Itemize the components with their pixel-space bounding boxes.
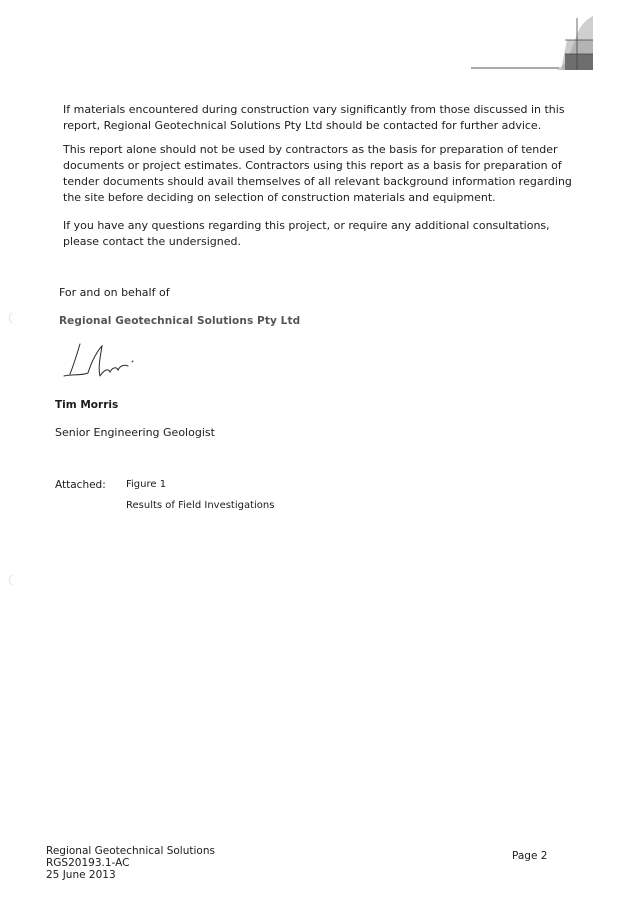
attachment-item: Figure 1 bbox=[126, 479, 167, 490]
company-name: Regional Geotechnical Solutions Pty Ltd bbox=[59, 315, 301, 327]
binding-mark-icon bbox=[0, 310, 16, 326]
on-behalf-text: For and on behalf of bbox=[59, 286, 170, 299]
footer-company: Regional Geotechnical Solutions bbox=[46, 845, 215, 857]
attached-label: Attached: bbox=[55, 479, 106, 491]
signer-name: Tim Morris bbox=[55, 399, 119, 411]
footer-date: 25 June 2013 bbox=[46, 869, 116, 881]
page-number: Page 2 bbox=[512, 850, 548, 862]
attachment-item: Results of Field Investigations bbox=[126, 500, 275, 511]
body-paragraph: If you have any questions regarding this project, or require any additional consultations, please contact the undersigned. bbox=[63, 219, 550, 248]
company-logo-icon bbox=[465, 12, 595, 74]
body-paragraph: This report alone should not be used by contractors as the basis for preparation of tender documents or project estimates. Contractors using this report as a basis for preparation of tender documents should avail themselves of all relevant background information regarding the site before deciding on selection of construction materials and equipment. bbox=[63, 143, 572, 204]
signature-image bbox=[62, 340, 142, 386]
signer-title: Senior Engineering Geologist bbox=[55, 426, 215, 439]
footer-reference: RGS20193.1-AC bbox=[46, 857, 130, 869]
body-paragraph: If materials encountered during construction vary significantly from those discussed in this report, Regional Geotechnical Solutions Pty Ltd should be contacted for further advice. bbox=[63, 103, 565, 132]
binding-mark-icon bbox=[0, 572, 16, 588]
